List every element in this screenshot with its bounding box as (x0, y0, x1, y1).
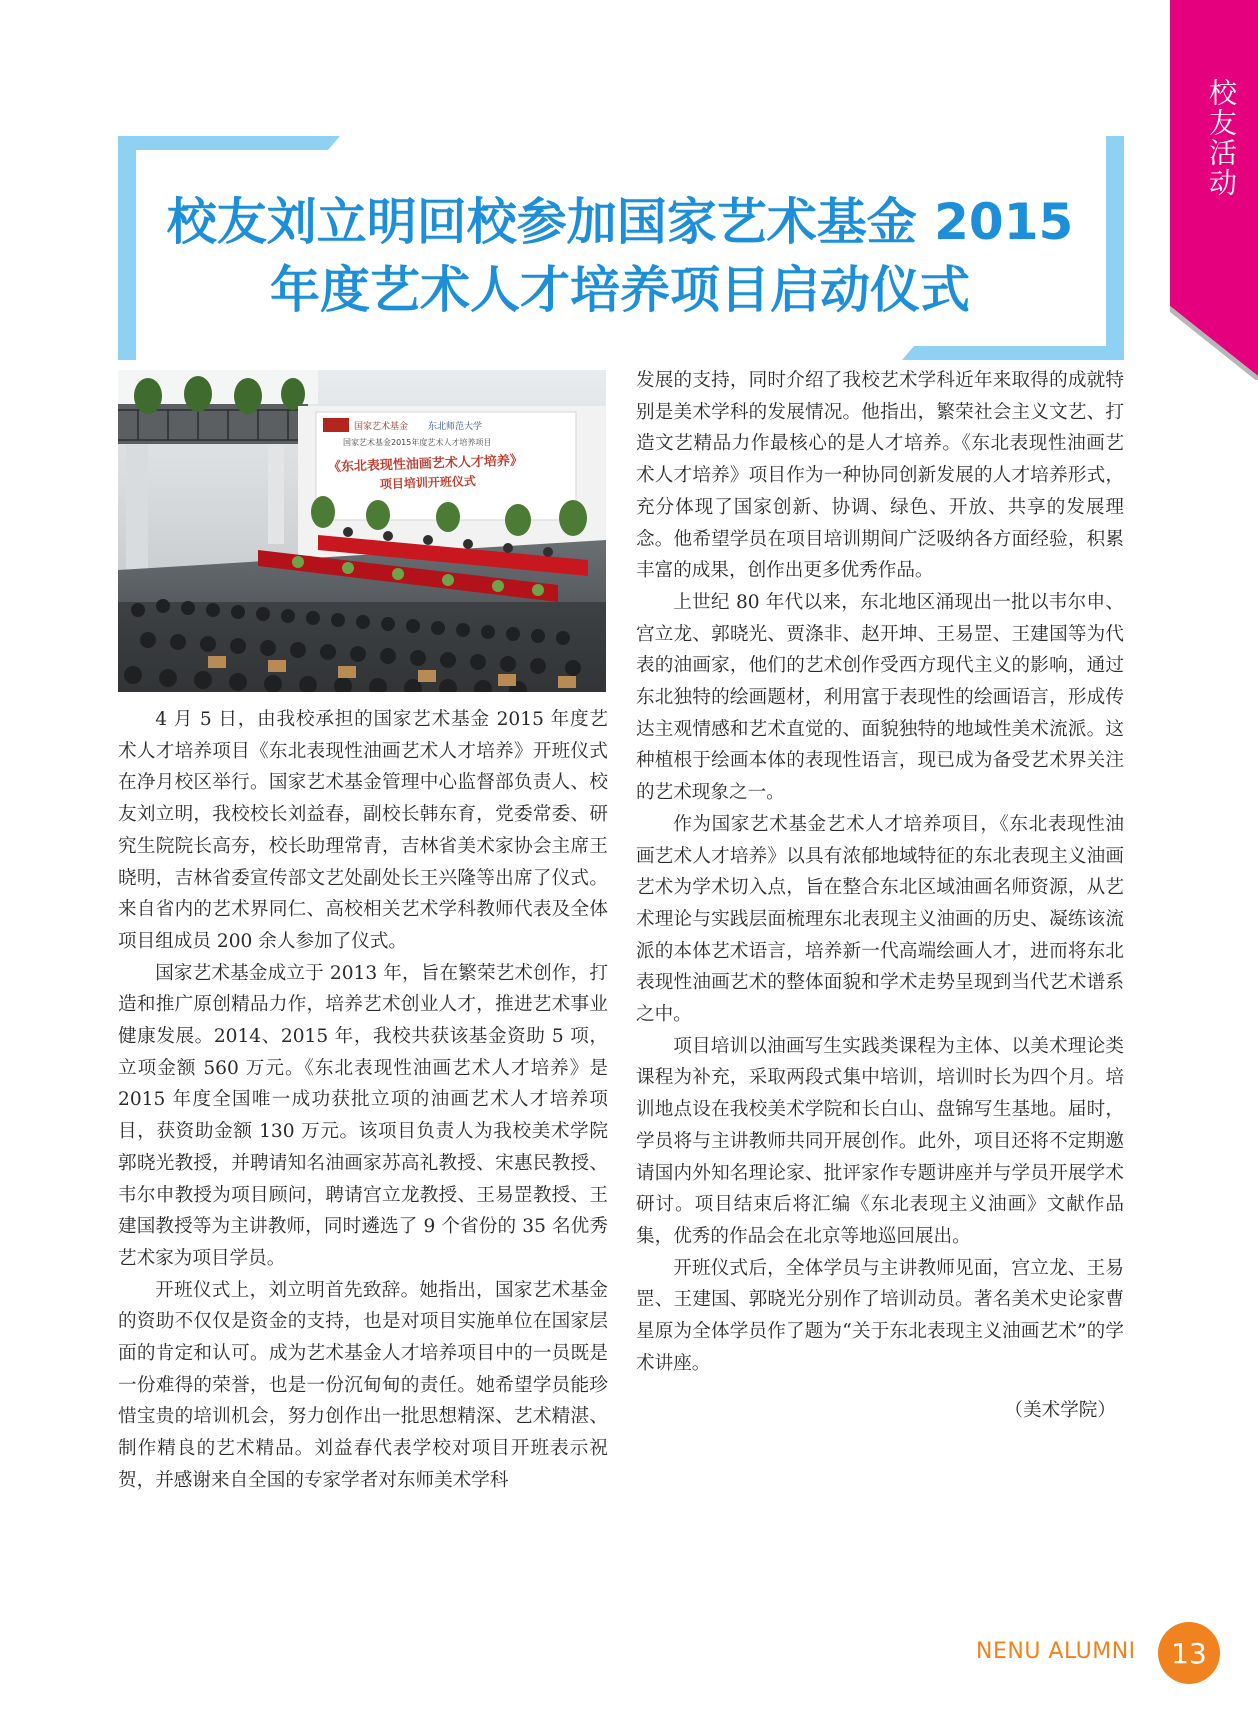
title-line-1: 校友刘立明回校参加国家艺术基金 2015 (166, 193, 1074, 251)
event-photo (118, 370, 606, 692)
paragraph: 开班仪式上，刘立明首先致辞。她指出，国家艺术基金的资助不仅仅是资金的支持，也是对项目实施单位在国家层面的肯定和认可。成为艺术基金人才培养项目中的一员既是一份难得的荣誉，也是一份沉甸甸的责任。她希望学员能珍惜宝贵的培训机会，努力创作出一批思想精深、艺术精湛、制作精良的艺术精品。刘益春代表学校对项目开班表示祝贺，并感谢来自全国的专家学者对东师美术学科 (118, 1279, 608, 1491)
magazine-name: NENU ALUMNI (976, 1639, 1136, 1664)
paragraph: 4 月 5 日，由我校承担的国家艺术基金 2015 年度艺术人才培养项目《东北表现性油画艺术人才培养》开班仪式在净月校区举行。国家艺术基金管理中心监督部负责人、校友刘立明，我校校长刘益春，副校长韩东育，党委常委、研究生院院长高夯，校长助理常青，吉林省美术家协会主席王晓明，吉林省委宣传部文艺处副处长王兴隆等出席了仪式。来自省内的艺术界同仁、高校相关艺术学科教师代表及全体项目组成员 200 余人参加了仪式。 (118, 709, 608, 952)
banner-logo-left: 国家艺术基金 (354, 422, 409, 432)
paragraph-continuation: 发展的支持，同时介绍了我校艺术学科近年来取得的成就特别是美术学科的发展情况。他指出，繁荣社会主义文艺、打造文艺精品力作最核心的是人才培养。《东北表现性油画艺术人才培养》项目作为一种协同创新发展的人才培养形式，充分体现了国家创新、协调、绿色、开放、共享的发展理念。他希望学员在项目培训期间广泛吸纳各方面经验，积累丰富的成果，创作出更多优秀作品。 (636, 370, 1124, 582)
page-number: 13 (1158, 1622, 1220, 1684)
title-line-2: 年度艺术人才培养项目启动仪式 (270, 261, 970, 319)
banner-small-text: 国家艺术基金2015年度艺术人才培养项目 (343, 438, 492, 447)
article-credit: （美术学院） (1004, 1399, 1116, 1421)
article-title (140, 188, 1100, 324)
section-label: 校友活动 (1205, 78, 1238, 198)
banner-logo-right: 东北师范大学 (428, 422, 483, 432)
paragraph: 项目培训以油画写生实践类课程为主体、以美术理论类课程为补充，采取两段式集中培训，培训时长为四个月。培训地点设在我校美术学院和长白山、盘锦写生基地。届时，学员将与主讲教师共同开展创作。此外，项目还将不定期邀请国内外知名理论家、批评家作专题讲座并与学员开展学术研讨。项目结束后将汇编《东北表现主义油画》文献作品集，优秀的作品会在北京等地巡回展出。 (636, 1035, 1124, 1247)
paragraph: 作为国家艺术基金艺术人才培养项目，《东北表现性油画艺术人才培养》以具有浓郁地域特征的东北表现主义油画艺术为学术切入点，旨在整合东北区域油画名师资源，从艺术理论与实践层面梳理东北表现主义油画的历史、凝练该流派的本体艺术语言，培养新一代高端绘画人才，进而将东北表现性油画艺术的整体面貌和学术走势呈现到当代艺术谱系之中。 (636, 813, 1124, 1026)
right-column (636, 365, 1124, 1426)
left-column (118, 704, 608, 1497)
banner-subtitle: 项目培训开班仪式 (379, 474, 477, 492)
paragraph: 上世纪 80 年代以来，东北地区涌现出一批以韦尔申、宫立龙、郭晓光、贾涤非、赵开坤、王易罡、王建国等为代表的油画家，他们的艺术创作受西方现代主义的影响，通过东北独特的绘画题材，利用富于表现性的绘画语言，形成传达主观情感和艺术直觉的、面貌独特的地域性美术流派。这种植根于绘画本体的表现性语言，现已成为备受艺术界关注的艺术现象之一。 (636, 591, 1124, 804)
banner-title: 《东北表现性油画艺术人才培养》 (327, 453, 524, 476)
paragraph: 开班仪式后，全体学员与主讲教师见面，宫立龙、王易罡、王建国、郭晓光分别作了培训动员。著名美术史论家曹星原为全体学员作了题为“关于东北表现主义油画艺术”的学术讲座。 (636, 1257, 1124, 1374)
paragraph: 国家艺术基金成立于 2013 年，旨在繁荣艺术创作，打造和推广原创精品力作，培养艺术创业人才，推进艺术事业健康发展。2014、2015 年，我校共获该基金资助 5 项，立项金额 560 万元。《东北表现性油画艺术人才培养》是 2015 年度全国唯一成功获批立项的油画艺术人才培养项目，获资助金额 130 万元。该项目负责人为我校美术学院郭晓光教授，并聘请知名油画家苏高礼教授、宋惠民教授、韦尔申教授为项目顾问，聘请宫立龙教授、王易罡教授、王建国教授等为主讲教师，同时遴选了 9 个省份的 35 名优秀艺术家为项目学员。 (118, 962, 608, 1269)
